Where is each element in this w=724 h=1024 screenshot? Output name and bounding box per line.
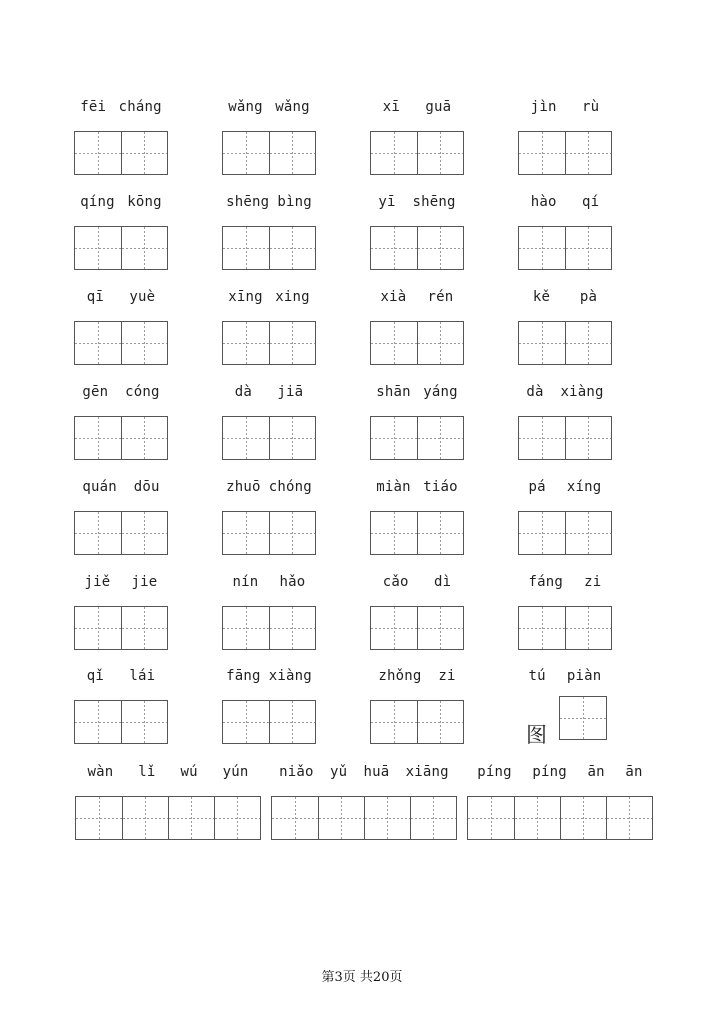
idiom-item-2 [467,762,653,842]
pinyin-label [518,666,612,686]
tianzige-cell[interactable] [560,797,606,839]
pinyin-syllable: qí [582,194,600,210]
pinyin-label [74,572,168,592]
pinyin-syllable: fāng [226,668,261,684]
pinyin-label [370,287,464,307]
tianzige-cell[interactable] [223,417,269,459]
pinyin-syllable: hào [530,194,557,210]
pinyin-label [370,192,464,212]
pinyin-syllable: jiā [277,384,304,400]
pinyin-label [222,477,316,497]
tianzige-cell[interactable] [214,797,260,839]
pinyin-syllable: xing [275,289,310,305]
tianzige-cell[interactable] [519,512,565,554]
tianzige-cell[interactable] [565,512,611,554]
word-item-3-2 [370,382,464,462]
tianzige-cell[interactable] [417,227,463,269]
pinyin-syllable: guā [425,99,452,115]
word-item-5-0 [74,572,168,652]
tianzige-cell[interactable] [519,132,565,174]
pinyin-syllable: jiě [84,574,111,590]
pinyin-syllable: qī [86,289,104,305]
tianzige-cell[interactable] [121,322,167,364]
tianzige-cell[interactable] [223,132,269,174]
pinyin-label [74,97,168,117]
word-item-6-0 [74,666,168,746]
tianzige-grid[interactable] [222,511,316,555]
pinyin-syllable: zi [584,574,602,590]
tianzige-cell[interactable] [565,132,611,174]
tianzige-grid[interactable] [271,796,457,840]
word-item-1-2 [370,192,464,272]
tianzige-cell[interactable] [223,227,269,269]
tianzige-cell[interactable] [364,797,410,839]
tianzige-cell[interactable] [75,322,121,364]
tianzige-cell[interactable] [514,797,560,839]
pinyin-label [222,97,316,117]
tianzige-cell[interactable] [417,701,463,743]
pinyin-label [370,477,464,497]
pinyin-syllable: rù [582,99,600,115]
tianzige-cell[interactable] [75,132,121,174]
pinyin-syllable: shēng [412,194,456,210]
tianzige-cell[interactable] [269,227,315,269]
pinyin-syllable: wú [180,764,198,780]
pinyin-syllable: rén [427,289,454,305]
pinyin-label [518,382,612,402]
tianzige-cell[interactable] [417,322,463,364]
tianzige-cell[interactable] [76,797,122,839]
pinyin-syllable: shān [376,384,411,400]
pinyin-syllable: qǐ [86,668,104,684]
pinyin-syllable: gēn [82,384,109,400]
pinyin-syllable: bìng [277,194,312,210]
tianzige-grid[interactable] [370,321,464,365]
pinyin-syllable: piàn [566,668,602,684]
tianzige-grid[interactable] [222,226,316,270]
word-item-0-3 [518,97,612,177]
tianzige-cell[interactable] [371,417,417,459]
word-item-1-0 [74,192,168,272]
tianzige-grid[interactable] [75,796,261,840]
tianzige-grid[interactable] [74,700,168,744]
tianzige-grid[interactable] [74,416,168,460]
pinyin-label [467,762,653,782]
tianzige-cell[interactable] [75,227,121,269]
given-character: 图 [526,723,547,747]
tianzige-cell[interactable] [519,322,565,364]
tianzige-cell[interactable] [223,322,269,364]
pinyin-syllable: zhuō [226,479,261,495]
tianzige-cell[interactable] [75,512,121,554]
tianzige-cell[interactable] [371,607,417,649]
tianzige-cell[interactable] [410,797,456,839]
pinyin-syllable: píng [532,764,567,780]
tianzige-grid[interactable] [74,511,168,555]
pinyin-syllable: lái [129,668,156,684]
tianzige-cell[interactable] [560,697,606,739]
tianzige-cell[interactable] [223,701,269,743]
tianzige-grid[interactable] [518,321,612,365]
tianzige-cell[interactable] [371,227,417,269]
pinyin-syllable: yī [378,194,396,210]
word-item-0-2 [370,97,464,177]
pinyin-syllable: qíng [80,194,115,210]
pinyin-label [518,192,612,212]
pinyin-syllable: quán [82,479,117,495]
tianzige-cell[interactable] [468,797,514,839]
word-item-6-2 [370,666,464,746]
pinyin-label [222,572,316,592]
pinyin-syllable: xiàng [560,384,604,400]
pinyin-syllable: nín [232,574,259,590]
tianzige-grid[interactable] [222,131,316,175]
tianzige-cell[interactable] [121,607,167,649]
tianzige-cell[interactable] [122,797,168,839]
tianzige-cell[interactable] [519,607,565,649]
pinyin-syllable: fēi [80,99,107,115]
pinyin-syllable: yáng [423,384,458,400]
pinyin-syllable: xià [380,289,407,305]
word-item-3-0 [74,382,168,462]
pinyin-label [518,477,612,497]
word-item-5-3 [518,572,612,652]
pinyin-label [222,287,316,307]
tianzige-cell[interactable] [417,132,463,174]
word-item-0-0 [74,97,168,177]
tianzige-cell[interactable] [565,607,611,649]
pinyin-syllable: xī [382,99,400,115]
tianzige-cell[interactable] [417,512,463,554]
word-item-4-1 [222,477,316,557]
pinyin-syllable: wǎng [275,99,310,115]
pinyin-syllable: kōng [127,194,162,210]
tianzige-cell[interactable] [223,512,269,554]
pinyin-label [75,762,261,782]
pinyin-syllable: cǎo [382,574,409,590]
pinyin-syllable: fáng [528,574,564,590]
pinyin-syllable: chóng [268,479,312,495]
tianzige-grid[interactable] [74,226,168,270]
pinyin-label [74,192,168,212]
idiom-item-0 [75,762,261,842]
pinyin-syllable: zhǒng [378,668,422,684]
pinyin-syllable: yún [222,764,249,780]
pinyin-label [271,762,457,782]
tianzige-cell[interactable] [272,797,318,839]
pinyin-label [222,192,316,212]
pinyin-syllable: shēng [226,194,270,210]
word-item-0-1 [222,97,316,177]
pinyin-syllable: cháng [118,99,162,115]
tianzige-cell[interactable] [417,417,463,459]
tianzige-cell[interactable] [371,132,417,174]
pinyin-syllable: xíng [566,479,602,495]
tianzige-cell[interactable] [269,512,315,554]
tianzige-cell[interactable] [269,132,315,174]
pinyin-syllable: cóng [125,384,160,400]
tianzige-cell[interactable] [565,417,611,459]
pinyin-label [370,572,464,592]
tianzige-cell[interactable] [565,322,611,364]
word-item-2-2 [370,287,464,367]
word-item-4-3 [518,477,612,557]
tianzige-cell[interactable] [519,417,565,459]
pinyin-syllable: yǔ [329,764,348,780]
pinyin-syllable: zi [438,668,456,684]
tianzige-grid[interactable] [559,696,607,740]
tianzige-grid[interactable] [518,131,612,175]
pinyin-syllable: ān [587,764,605,780]
tianzige-cell[interactable] [168,797,214,839]
pinyin-syllable: pà [579,289,598,305]
word-item-5-2 [370,572,464,652]
pinyin-syllable: xiàng [268,668,312,684]
tianzige-grid[interactable] [222,606,316,650]
pinyin-syllable: xiāng [405,764,449,780]
tianzige-cell[interactable] [269,701,315,743]
pinyin-label [74,287,168,307]
tianzige-cell[interactable] [269,322,315,364]
pinyin-label [74,666,168,686]
tianzige-cell[interactable] [121,701,167,743]
pinyin-syllable: kě [532,289,551,305]
word-item-3-1 [222,382,316,462]
pinyin-label [222,666,316,686]
tianzige-grid[interactable] [370,131,464,175]
pinyin-syllable: dà [234,384,252,400]
tianzige-grid[interactable] [518,511,612,555]
tianzige-grid[interactable] [370,226,464,270]
tianzige-cell[interactable] [121,417,167,459]
word-item-3-3 [518,382,612,462]
idiom-item-1 [271,762,457,842]
word-item-4-0 [74,477,168,557]
word-item-4-2 [370,477,464,557]
pinyin-syllable: dì [434,574,452,590]
pinyin-syllable: pá [528,479,546,495]
tianzige-grid[interactable] [74,131,168,175]
word-item-1-3 [518,192,612,272]
word-item-6-1 [222,666,316,746]
tianzige-grid[interactable] [222,700,316,744]
tianzige-cell[interactable] [269,607,315,649]
tianzige-cell[interactable] [75,417,121,459]
word-item-2-0 [74,287,168,367]
tianzige-cell[interactable] [519,227,565,269]
pinyin-syllable: tú [528,668,546,684]
pinyin-label [518,572,612,592]
tianzige-grid[interactable] [370,606,464,650]
tianzige-cell[interactable] [121,132,167,174]
tianzige-cell[interactable] [318,797,364,839]
tianzige-cell[interactable] [371,512,417,554]
tianzige-cell[interactable] [371,701,417,743]
pinyin-syllable: ān [625,764,643,780]
pinyin-syllable: lǐ [138,764,156,780]
pinyin-syllable: yuè [129,289,156,305]
pinyin-label [370,382,464,402]
pinyin-label [518,97,612,117]
tianzige-cell[interactable] [565,227,611,269]
pinyin-label [370,97,464,117]
pinyin-syllable: xīng [228,289,263,305]
tianzige-cell[interactable] [75,607,121,649]
pinyin-syllable: píng [477,764,512,780]
pinyin-syllable: dà [526,384,544,400]
pinyin-label [74,477,168,497]
pinyin-syllable: huā [363,764,390,780]
pinyin-label [518,287,612,307]
tianzige-cell[interactable] [223,607,269,649]
tianzige-grid[interactable] [222,321,316,365]
tianzige-grid[interactable] [518,606,612,650]
tianzige-grid[interactable] [222,416,316,460]
tianzige-cell[interactable] [371,322,417,364]
tianzige-grid[interactable] [74,606,168,650]
word-item-2-3 [518,287,612,367]
pinyin-syllable: niǎo [279,764,314,780]
pinyin-syllable: dōu [133,479,160,495]
pinyin-syllable: jìn [530,99,557,115]
page-number: 第3页 共20页 [321,970,403,985]
tianzige-cell[interactable] [269,417,315,459]
pinyin-syllable: miàn [376,479,411,495]
tianzige-grid[interactable] [467,796,653,840]
pinyin-syllable: wàn [87,764,114,780]
tianzige-cell[interactable] [75,701,121,743]
pinyin-syllable: jie [131,574,158,590]
pinyin-label [222,382,316,402]
word-item-2-1 [222,287,316,367]
word-item-1-1 [222,192,316,272]
pinyin-syllable: wǎng [228,99,263,115]
tianzige-grid[interactable] [370,511,464,555]
tianzige-grid[interactable] [74,321,168,365]
pinyin-syllable: tiáo [423,479,458,495]
pinyin-label [74,382,168,402]
tianzige-grid[interactable] [518,226,612,270]
pinyin-label [370,666,464,686]
tianzige-cell[interactable] [121,512,167,554]
tianzige-grid[interactable] [370,416,464,460]
tianzige-cell[interactable] [417,607,463,649]
tianzige-grid[interactable] [370,700,464,744]
word-item-6-3 [518,666,612,746]
word-item-5-1 [222,572,316,652]
tianzige-grid[interactable] [518,416,612,460]
tianzige-cell[interactable] [606,797,652,839]
pinyin-syllable: hǎo [279,574,306,590]
tianzige-cell[interactable] [121,227,167,269]
